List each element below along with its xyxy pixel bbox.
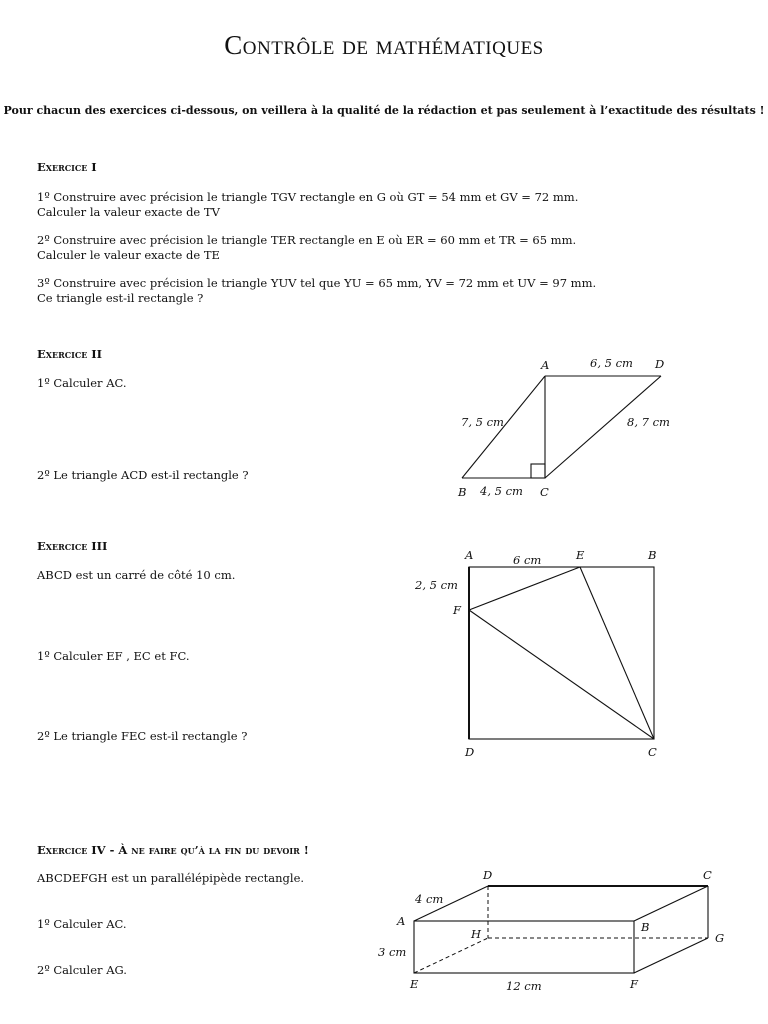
edge-fg [634,938,708,973]
exercise-3-statement: ABCD est un carré de côté 10 cm. [37,568,236,582]
exercise-1-q2-line2: Calculer le valeur exacte de TE [37,248,220,262]
exercise-2-q2: 2º Le triangle ACD est-il rectangle ? [37,468,249,482]
point-f-label: F [453,603,461,617]
point-d-label: D [655,357,665,371]
point-c-label: C [648,745,657,759]
exercise-3-q2: 2º Le triangle FEC est-il rectangle ? [37,729,248,743]
exercise-1-q2-line1: 2º Construire avec précision le triangle TER rectangle en E où ER = 60 mm et TR = 65 mm. [37,233,577,247]
length-bc-label: 4, 5 cm [480,484,523,498]
point-d-label: D [465,745,475,759]
point-f-label: F [630,977,638,991]
length-af-label: 2, 5 cm [415,578,458,592]
length-ad-label: 6, 5 cm [590,356,633,370]
exercise-4-heading: Exercice IV - À ne faire qu’à la fin du devoir ! [37,843,309,857]
length-ae-label: 3 cm [378,945,407,959]
exercise-4-statement: ABCDEFGH est un parallélépipède rectangle. [37,871,305,885]
length-ae-label: 6 cm [513,553,542,567]
length-ad-label: 4 cm [415,892,444,906]
page-title: Contrôle de mathématiques [224,30,544,60]
exercise-4-q1: 1º Calculer AC. [37,917,127,931]
point-c-label: C [540,485,549,499]
point-c-label: C [703,868,712,882]
point-e-label: E [576,548,585,562]
exercise-1-q1-line2: Calculer la valeur exacte de TV [37,205,220,219]
intro-instructions: Pour chacun des exercices ci-dessous, on veillera à la qualité de la rédaction et pas seulement à l’exactitude des résultats ! [3,104,765,117]
point-a-label: A [397,914,406,928]
length-cd-label: 8, 7 cm [627,415,670,429]
exercise-2-heading: Exercice II [37,347,103,361]
length-ab-label: 7, 5 cm [461,415,504,429]
length-ef-label: 12 cm [506,979,542,993]
exercise-1-q3-line2: Ce triangle est-il rectangle ? [37,291,204,305]
point-h-label: H [471,927,482,941]
exercise-1-q1-line1: 1º Construire avec précision le triangle TGV rectangle en G où GT = 54 mm et GV = 72 mm. [37,190,579,204]
exercise-1-q3-line1: 3º Construire avec précision le triangle YUV tel que YU = 65 mm, YV = 72 mm et UV = 97 mm. [37,276,597,290]
point-b-label: B [458,485,467,499]
exercise-2-q1: 1º Calculer AC. [37,376,127,390]
exercise-1-heading: Exercice I [37,160,97,174]
point-e-label: E [410,977,419,991]
point-b-label: B [648,548,657,562]
hidden-edge-eh [414,938,488,973]
point-g-label: G [715,931,725,945]
edge-bc [634,886,708,921]
front-face [414,921,634,973]
point-a-label: A [541,358,550,372]
point-a-label: A [465,548,474,562]
point-b-label: B [641,920,650,934]
exercise-4-q2: 2º Calculer AG. [37,963,127,977]
point-d-label: D [483,868,493,882]
exercise-3-heading: Exercice III [37,539,108,553]
exercise-3-q1: 1º Calculer EF , EC et FC. [37,649,190,663]
